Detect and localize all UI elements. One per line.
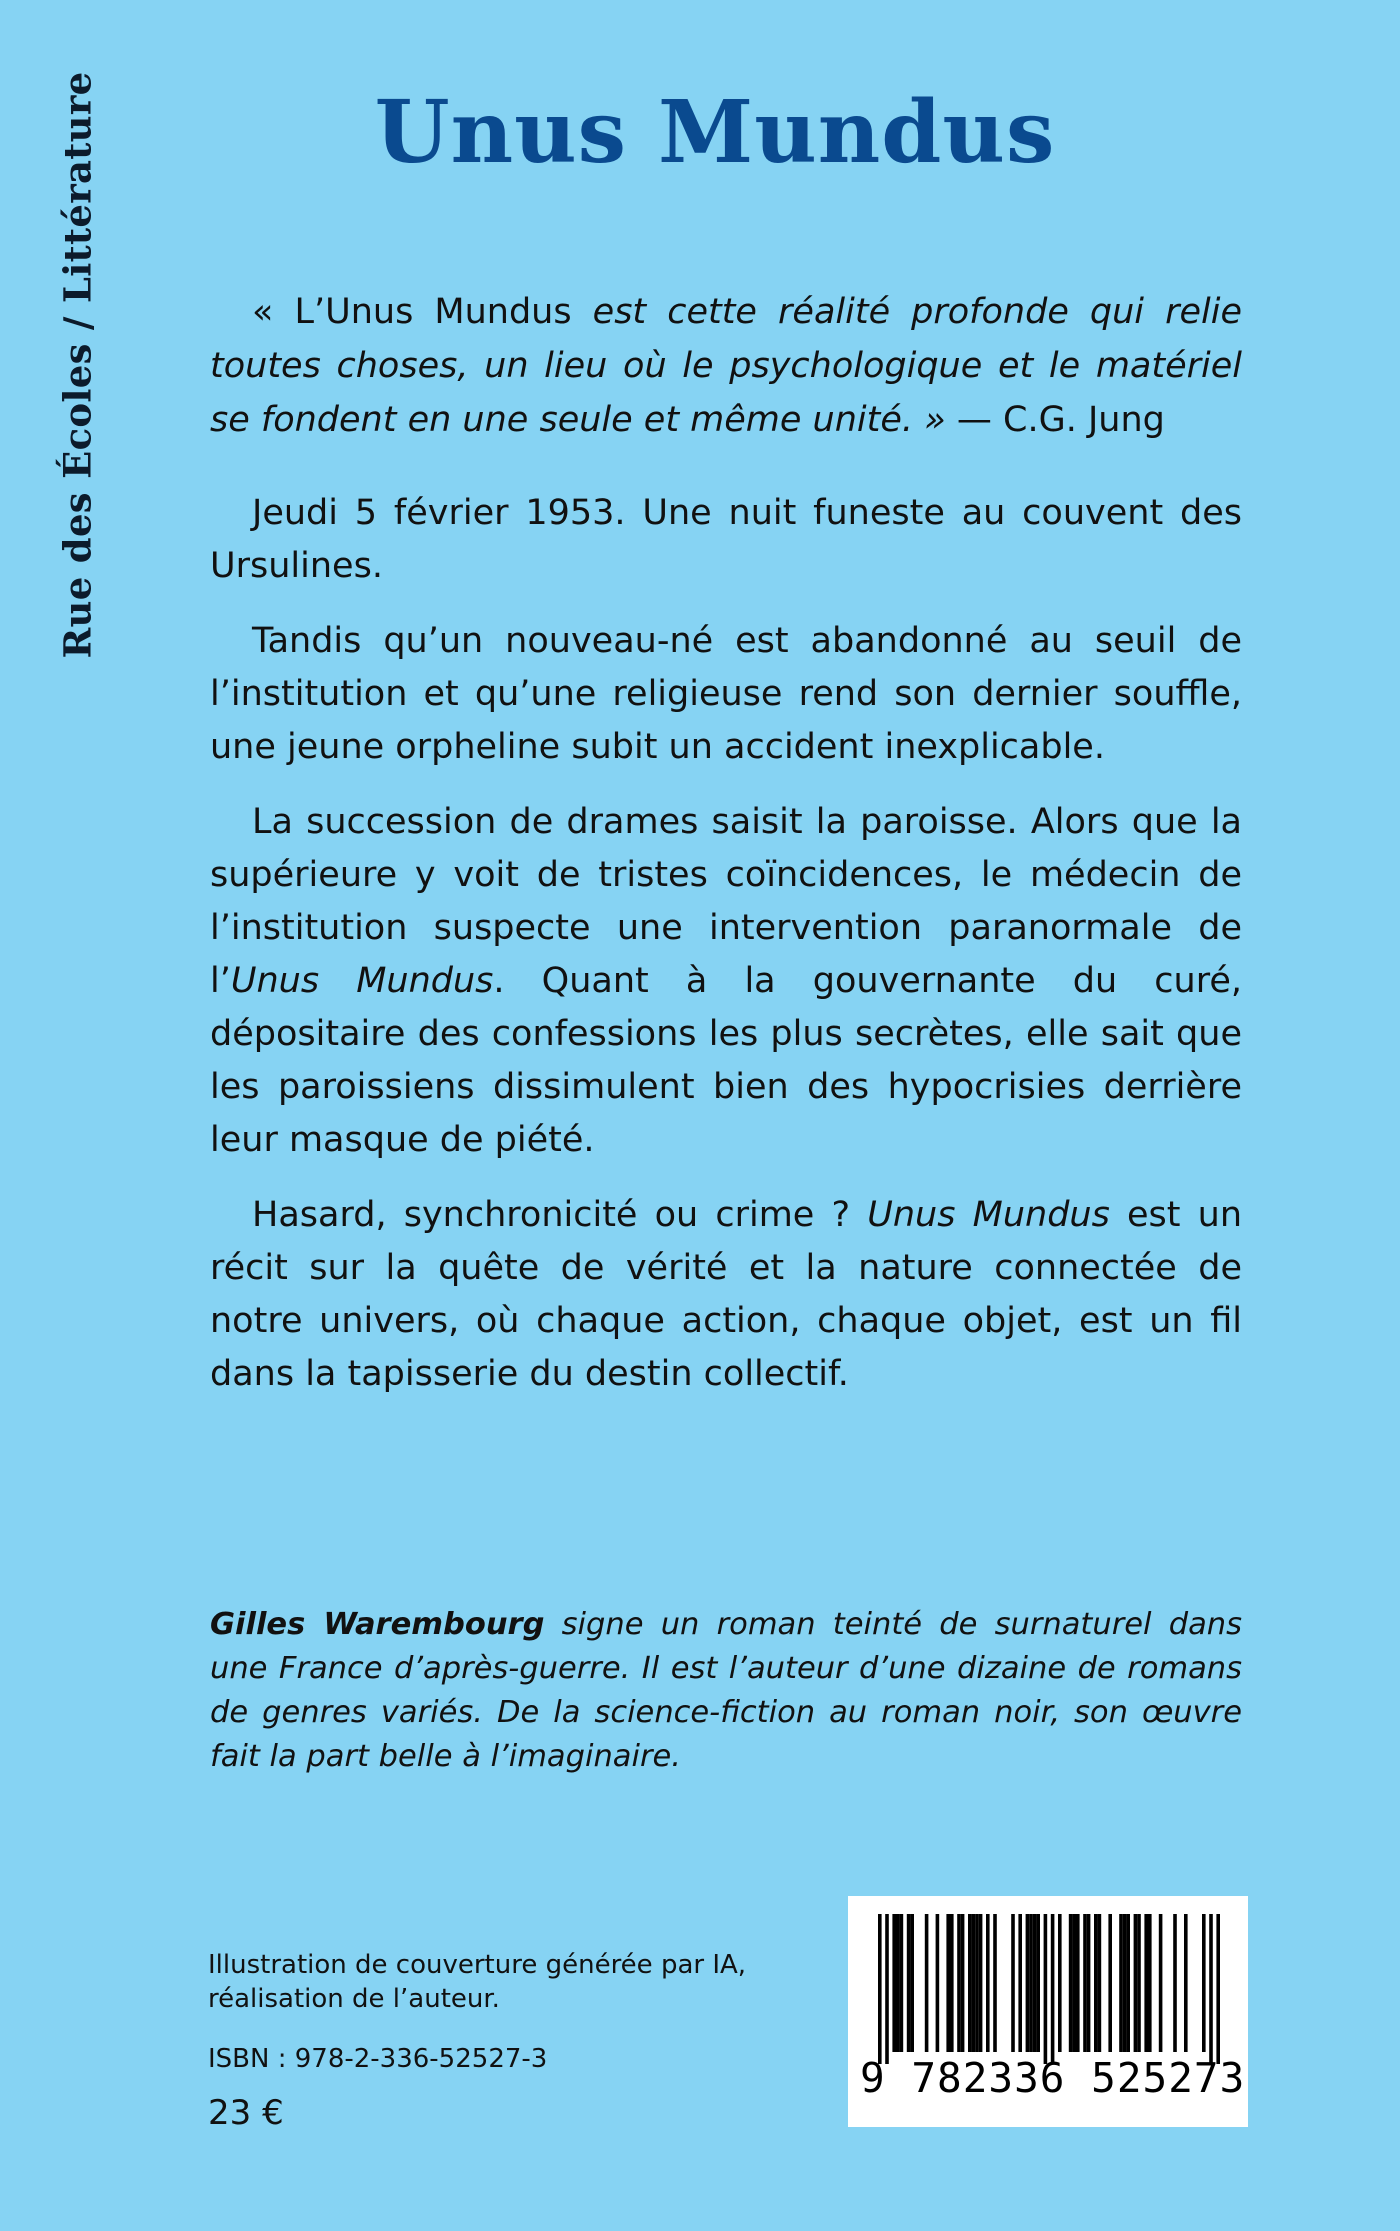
quote-attribution: — C.G. Jung bbox=[945, 400, 1165, 440]
barcode-bar bbox=[1119, 1914, 1123, 2052]
barcode-bar bbox=[1058, 1914, 1062, 2052]
barcode-bar bbox=[900, 1914, 904, 2052]
paragraph-4-title: Unus Mundus bbox=[867, 1195, 1110, 1235]
quote-term: L’Unus Mundus bbox=[294, 292, 572, 332]
barcode-digits: 9 782336 525273 bbox=[860, 2054, 1246, 2102]
paragraph-1: Jeudi 5 février 1953. Une nuit funeste au couvent des Ursulines. bbox=[210, 493, 1242, 586]
book-title: Unus Mundus bbox=[374, 82, 1056, 183]
paragraph-3 bbox=[210, 796, 1242, 1167]
paragraph-4 bbox=[210, 1189, 1242, 1401]
barcode-bar bbox=[878, 1914, 882, 2064]
author-bio bbox=[210, 1603, 1242, 1779]
barcode-bar bbox=[950, 1914, 954, 2052]
barcode-bar bbox=[1209, 1914, 1213, 2064]
barcode-bar bbox=[1018, 1914, 1022, 2052]
barcode-bar bbox=[961, 1914, 965, 2052]
barcode-bar bbox=[1108, 1914, 1112, 2052]
barcode-bar bbox=[1094, 1914, 1098, 2052]
barcode-bar bbox=[1011, 1914, 1015, 2052]
barcode-bar bbox=[1159, 1914, 1163, 2052]
barcode-bar bbox=[910, 1914, 914, 2052]
barcode-bar bbox=[925, 1914, 929, 2052]
barcode-bar bbox=[892, 1914, 896, 2052]
barcode-bar bbox=[896, 1914, 900, 2052]
barcode-bar bbox=[1072, 1914, 1076, 2052]
barcode-bar bbox=[968, 1914, 972, 2052]
barcode-bar bbox=[1083, 1914, 1087, 2052]
barcode-bar bbox=[1126, 1914, 1130, 2052]
credit-line-2: réalisation de l’auteur. bbox=[208, 1984, 500, 2014]
barcode-bar bbox=[885, 1914, 889, 2064]
barcode-bar bbox=[1144, 1914, 1148, 2052]
barcode-bar bbox=[1087, 1914, 1091, 2052]
paragraph-3-end: . Quant à la gouvernante du curé, dépositaire des confessions les plus secrètes, elle sait que les paroissiens dissimulent bien des hypocrisies derrière leur masque de piété. bbox=[210, 961, 1242, 1160]
barcode bbox=[848, 1896, 1248, 2127]
barcode-bar bbox=[993, 1914, 997, 2052]
barcode-bar bbox=[1069, 1914, 1073, 2052]
barcode-bar bbox=[1044, 1914, 1048, 2064]
barcode-bar bbox=[1184, 1914, 1188, 2052]
barcode-bar bbox=[907, 1914, 911, 2052]
barcode-bar bbox=[1026, 1914, 1030, 2052]
paragraph-4-start: Hasard, synchronicité ou crime ? bbox=[252, 1195, 868, 1235]
illustration-credit bbox=[208, 1948, 746, 2016]
paragraph-3-start: La succession de drames saisit la paroisse. Alors que la supérieure y voit de tristes coïncidences, le médecin de l’institution suspecte une intervention paranormale de l’ bbox=[210, 802, 1242, 1001]
barcode-bar bbox=[1076, 1914, 1080, 2052]
barcode-bar bbox=[1036, 1914, 1040, 2052]
quote-body: est cette réalité profonde qui relie toutes choses, un lieu où le psychologique et le matériel se fondent en une seule et même unité. » bbox=[210, 292, 1242, 440]
barcode-bar bbox=[1148, 1914, 1152, 2052]
paragraph-2: Tandis qu’un nouveau-né est abandonné au seuil de l’institution et qu’une religieuse rend son dernier souffle, une jeune orpheline subit un accident inexplicable. bbox=[210, 621, 1242, 767]
barcode-bar bbox=[1098, 1914, 1102, 2052]
price: 23 € bbox=[208, 2093, 284, 2133]
barcode-bar bbox=[986, 1914, 990, 2052]
quote-open: « bbox=[252, 292, 295, 332]
barcode-bar bbox=[1029, 1914, 1033, 2052]
paragraph-4-end: est un récit sur la quête de vérité et la nature connectée de notre univers, où chaque action, chaque objet, est un fil dans la tapisserie du destin collectif. bbox=[210, 1195, 1243, 1394]
author-name: Gilles Warembourg bbox=[210, 1607, 545, 1642]
barcode-bar bbox=[1216, 1914, 1220, 2064]
barcode-bar bbox=[975, 1914, 979, 2052]
barcode-bar bbox=[1123, 1914, 1127, 2052]
paragraph-3-title: Unus Mundus bbox=[230, 961, 494, 1001]
author-bio-text: signe un roman teinté de surnaturel dans une France d’après-guerre. Il est l’auteur d’une dizaine de romans de genres variés. De la science-fiction au roman noir, son œuvre fait la part belle à l’imaginaire. bbox=[210, 1607, 1242, 1774]
back-cover-text bbox=[210, 285, 1242, 1401]
barcode-bar bbox=[1033, 1914, 1037, 2052]
barcode-bar bbox=[957, 1914, 961, 2052]
spine-label bbox=[46, 71, 108, 659]
spine-text: Rue des Écoles / Littérature bbox=[55, 71, 99, 659]
epigraph-quote bbox=[210, 285, 1242, 447]
barcode-bar bbox=[972, 1914, 976, 2052]
barcode-bar bbox=[1202, 1914, 1206, 2052]
barcode-bar bbox=[1173, 1914, 1177, 2052]
barcode-bar bbox=[936, 1914, 940, 2052]
barcode-bar bbox=[1137, 1914, 1141, 2052]
isbn: ISBN : 978-2-336-52527-3 bbox=[208, 2044, 548, 2074]
barcode-bar bbox=[1134, 1914, 1138, 2052]
barcode-bar bbox=[946, 1914, 950, 2052]
credit-line-1: Illustration de couverture générée par IA, bbox=[208, 1950, 747, 1980]
barcode-bar bbox=[1051, 1914, 1055, 2064]
barcode-bar bbox=[979, 1914, 983, 2052]
